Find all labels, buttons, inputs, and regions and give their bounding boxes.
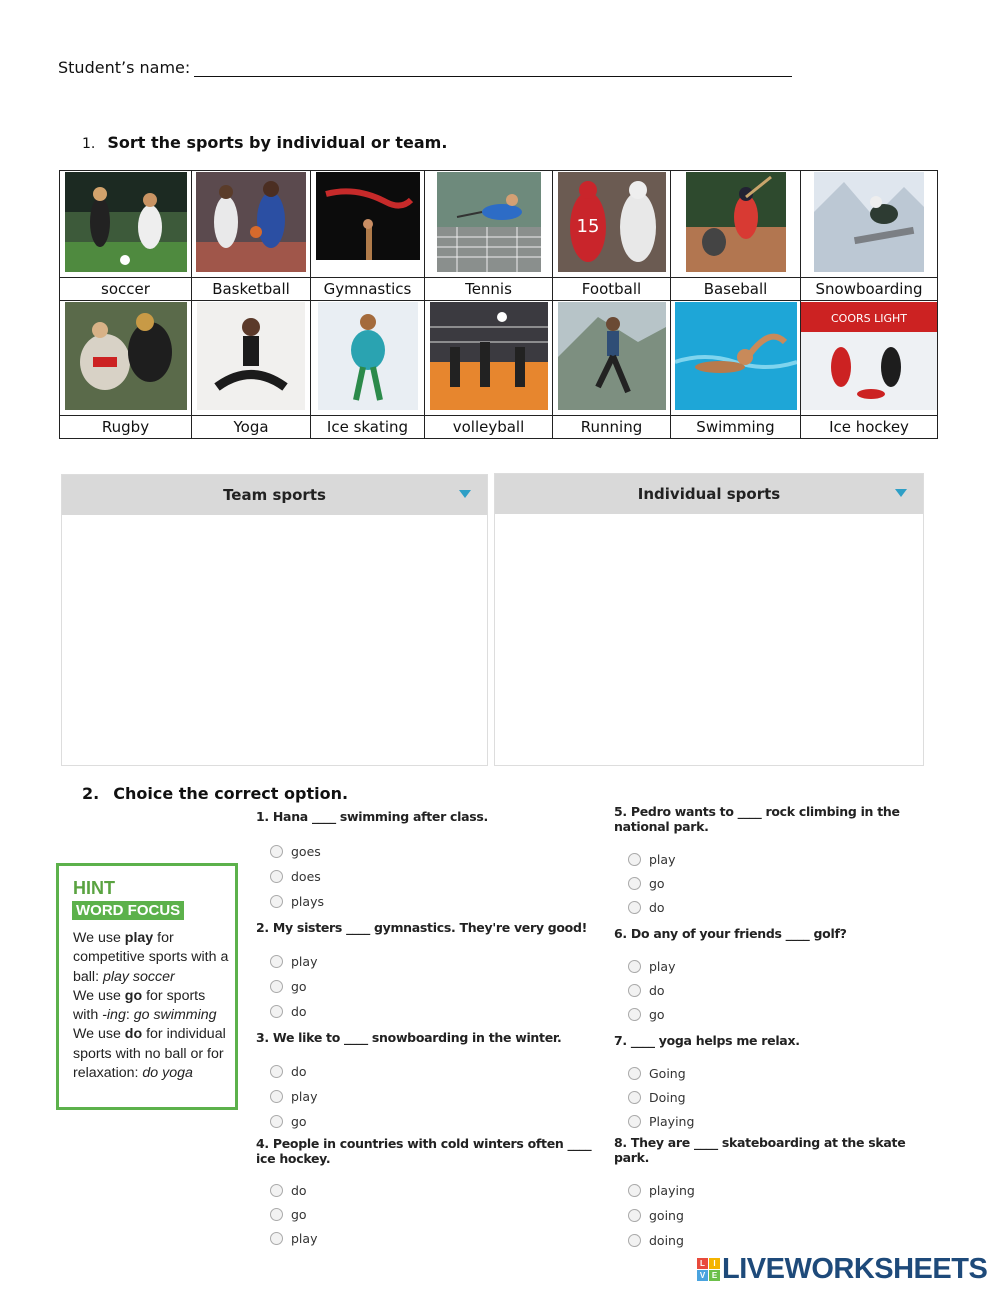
option-radio[interactable]: play xyxy=(628,954,944,978)
option-radio[interactable]: Playing xyxy=(628,1109,944,1133)
gymnastics-photo xyxy=(311,171,425,278)
label-baseball[interactable]: Baseball xyxy=(671,278,801,301)
student-name-input[interactable] xyxy=(194,60,792,77)
swimming-photo xyxy=(671,301,801,416)
option-radio[interactable]: play xyxy=(270,949,606,974)
option-radio[interactable]: go xyxy=(270,1109,606,1134)
radio-icon[interactable] xyxy=(270,1184,283,1197)
question-item-2: 2. My sisters ____ gymnastics. They're very good! xyxy=(256,920,588,935)
option-radio[interactable]: do xyxy=(270,1178,606,1202)
sports-label-row-1 xyxy=(60,278,938,301)
radio-icon[interactable] xyxy=(628,1067,641,1080)
dropdown-arrow-icon[interactable] xyxy=(895,489,907,497)
soccer-photo xyxy=(60,171,192,278)
radio-icon[interactable] xyxy=(270,845,283,858)
label-basketball[interactable]: Basketball xyxy=(192,278,311,301)
label-football[interactable]: Football xyxy=(553,278,671,301)
question-item-3: 3. We like to ____ snowboarding in the winter. xyxy=(256,1030,562,1045)
label-gymnastics[interactable]: Gymnastics xyxy=(311,278,425,301)
radio-icon[interactable] xyxy=(628,1008,641,1021)
sports-image-row-2 xyxy=(60,301,938,416)
option-radio[interactable]: Going xyxy=(628,1061,944,1085)
option-radio[interactable]: play xyxy=(628,847,944,871)
option-radio[interactable]: play xyxy=(270,1084,606,1109)
option-radio[interactable]: plays xyxy=(270,889,606,914)
questions-left-column xyxy=(256,809,606,1250)
volleyball-photo xyxy=(425,301,553,416)
question-item-5: 5. Pedro wants to ____ rock climbing in the national park. xyxy=(614,804,900,834)
radio-icon[interactable] xyxy=(628,1209,641,1222)
word-focus-badge: WORD FOCUS xyxy=(72,901,184,920)
option-radio[interactable]: do xyxy=(628,895,944,919)
question-1-number: 1. xyxy=(82,136,96,152)
hint-title: HINT xyxy=(73,878,115,898)
liveworksheets-logo xyxy=(697,1253,987,1286)
label-swimming[interactable]: Swimming xyxy=(671,416,801,439)
radio-icon[interactable] xyxy=(270,870,283,883)
question-item-7: 7. ____ yoga helps me relax. xyxy=(614,1033,800,1048)
radio-icon[interactable] xyxy=(628,1184,641,1197)
label-snowboarding[interactable]: Snowboarding xyxy=(801,278,938,301)
option-radio[interactable]: going xyxy=(628,1203,944,1228)
label-soccer[interactable]: soccer xyxy=(60,278,192,301)
radio-icon[interactable] xyxy=(628,960,641,973)
ice-hockey-photo xyxy=(801,301,938,416)
option-radio[interactable]: play xyxy=(270,1226,606,1250)
radio-icon[interactable] xyxy=(628,984,641,997)
label-yoga[interactable]: Yoga xyxy=(192,416,311,439)
radio-icon[interactable] xyxy=(270,1115,283,1128)
ice-skating-photo xyxy=(311,301,425,416)
radio-icon[interactable] xyxy=(270,1208,283,1221)
option-radio[interactable]: do xyxy=(270,1059,606,1084)
question-2-instruction: Choice the correct option. xyxy=(113,784,349,803)
team-sports-dropzone[interactable] xyxy=(61,474,488,766)
team-sports-title: Team sports xyxy=(223,486,326,504)
snowboarding-photo xyxy=(801,171,938,278)
student-name-row xyxy=(58,58,792,77)
radio-icon[interactable] xyxy=(628,901,641,914)
radio-icon[interactable] xyxy=(628,1234,641,1247)
radio-icon[interactable] xyxy=(270,980,283,993)
label-ice-skating[interactable]: Ice skating xyxy=(311,416,425,439)
option-radio[interactable]: goes xyxy=(270,839,606,864)
option-radio[interactable]: playing xyxy=(628,1178,944,1203)
basketball-photo xyxy=(192,171,311,278)
tennis-photo xyxy=(425,171,553,278)
radio-icon[interactable] xyxy=(270,955,283,968)
rugby-photo xyxy=(60,301,192,416)
label-ice-hockey[interactable]: Ice hockey xyxy=(801,416,938,439)
option-radio[interactable]: Doing xyxy=(628,1085,944,1109)
dropdown-arrow-icon[interactable] xyxy=(459,490,471,498)
yoga-photo xyxy=(192,301,311,416)
svg-text:COORS LIGHT: COORS LIGHT xyxy=(830,312,908,325)
individual-sports-title: Individual sports xyxy=(637,485,781,503)
option-radio[interactable]: go xyxy=(628,871,944,895)
radio-icon[interactable] xyxy=(628,1115,641,1128)
team-sports-header[interactable] xyxy=(62,475,487,515)
radio-icon[interactable] xyxy=(270,1065,283,1078)
option-radio[interactable]: go xyxy=(270,974,606,999)
label-rugby[interactable]: Rugby xyxy=(60,416,192,439)
option-radio[interactable]: go xyxy=(628,1002,944,1026)
question-2-number: 2. xyxy=(82,784,100,803)
football-photo xyxy=(553,171,671,278)
question-1-instruction: Sort the sports by individual or team. xyxy=(107,133,448,152)
question-item-1: 1. Hana ____ swimming after class. xyxy=(256,809,488,824)
option-radio[interactable]: does xyxy=(270,864,606,889)
hint-box xyxy=(56,863,238,1110)
individual-sports-header[interactable] xyxy=(495,474,923,514)
questions-right-column xyxy=(614,804,944,1253)
question-item-6: 6. Do any of your friends ____ golf? xyxy=(614,926,847,941)
radio-icon[interactable] xyxy=(270,1005,283,1018)
sports-table xyxy=(59,170,938,439)
option-radio[interactable]: go xyxy=(270,1202,606,1226)
label-running[interactable]: Running xyxy=(553,416,671,439)
option-radio[interactable]: do xyxy=(628,978,944,1002)
radio-icon[interactable] xyxy=(628,1091,641,1104)
baseball-photo xyxy=(671,171,801,278)
radio-icon[interactable] xyxy=(270,1090,283,1103)
option-radio[interactable]: do xyxy=(270,999,606,1024)
radio-icon[interactable] xyxy=(628,877,641,890)
question-1-heading xyxy=(82,133,447,152)
student-name-label: Student’s name: xyxy=(58,58,191,77)
running-photo xyxy=(553,301,671,416)
svg-text:15: 15 xyxy=(576,216,599,237)
logo-text: LIVEWORKSHEETS xyxy=(722,1253,988,1285)
radio-icon[interactable] xyxy=(628,853,641,866)
question-item-8: 8. They are ____ skateboarding at the skate park. xyxy=(614,1135,906,1165)
radio-icon[interactable] xyxy=(270,1232,283,1245)
question-2-heading xyxy=(82,784,348,803)
label-volleyball[interactable]: volleyball xyxy=(425,416,553,439)
label-tennis[interactable]: Tennis xyxy=(425,278,553,301)
sports-label-row-2 xyxy=(60,416,938,439)
logo-blocks-icon: L I V E xyxy=(697,1258,720,1281)
radio-icon[interactable] xyxy=(270,895,283,908)
sports-image-row-1 xyxy=(60,171,938,278)
question-item-4: 4. People in countries with cold winters often ____ ice hockey. xyxy=(256,1136,592,1166)
hint-body: We use play for competitive sports with a ball: play soccer We use go for sports with -ing: go swimming We use do for individual sports with no ball or for relaxation: do yoga xyxy=(73,930,229,1082)
individual-sports-dropzone[interactable] xyxy=(494,473,924,766)
option-radio[interactable]: doing xyxy=(628,1228,944,1253)
